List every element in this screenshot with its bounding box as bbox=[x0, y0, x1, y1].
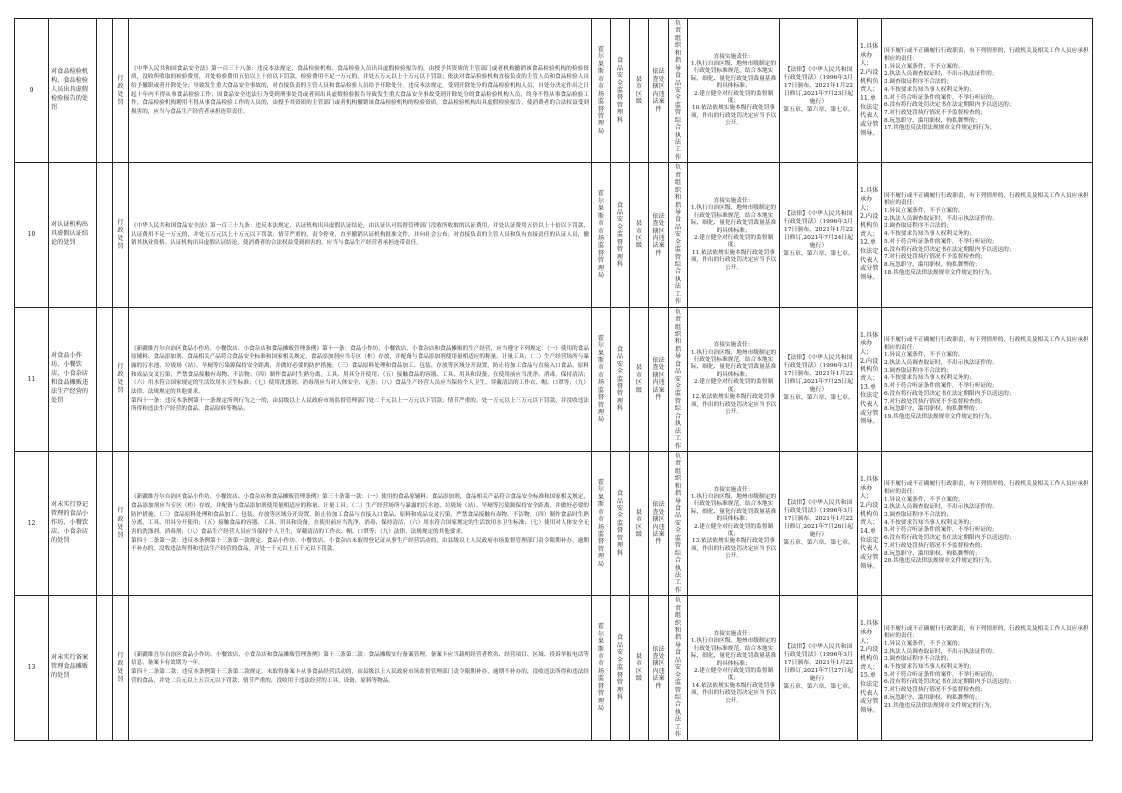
responsible-subjects: 1.具体承办人； 2.内设机构负责人； 15.单位法定代表人或分管领导。 bbox=[858, 596, 882, 740]
accountability-cases: 因不履行或不正确履行行政职责，有下列情形的，行政机关及相关工作人员应承担相应的责任： 1.异议立案条件，不予立案的； 2.执法人员调查取证时，不出示执法证件的； 3.调查取证程序不合法的； 4.不按要求告知当事人权利义务的； 5.对于符合听证条件的案件，不举行听证的； 6.没有将行政处罚决定书在法定期限内予以送达的； 7.对行政处罚执行情况不予监督检查的； 8.玩忽职守、滥用职权、徇私舞弊的； 21.其他违反法律法规规章文件规定的行为。 bbox=[882, 596, 1093, 740]
blank-cell bbox=[97, 19, 113, 163]
admin-level: 县市区级 bbox=[630, 307, 649, 451]
jurisdiction-scope: 依法查处辖区内违法案件 bbox=[649, 596, 669, 740]
responsible-department: 霍尔果斯市市场监督管理局 bbox=[592, 307, 611, 451]
item-type: 行政处罚 bbox=[113, 307, 129, 451]
accountability-cases: 因不履行或不正确履行行政职责，有下列情形的，行政机关及相关工作人员应承担相应的责任： 1.异议立案条件，不予立案的； 2.执法人员调查取证时，不出示执法证件的； 3.调查取证程序不合法的； 4.不按要求告知当事人权利义务的； 5.对于符合听证条件的案件，不举行听证的； 6.没有将行政处罚决定书在法定期限内予以送达的； 7.对行政处罚执行情况不予监督检查的； 8.玩忽职守、滥用职权、徇私舞弊的； 17.其他违反法律法规规章文件规定的行为。 bbox=[882, 19, 1093, 163]
item-name: 对认证机构出具虚假认证结论的处罚 bbox=[49, 163, 97, 307]
admin-level: 县市区级 bbox=[630, 19, 649, 163]
row-number: 12 bbox=[15, 451, 49, 595]
legal-basis: 《新疆维吾尔自治区食品小作坊、小餐饮店、小食杂店和食品摊贩管理条例》第十一条：食品小作坊、小餐饮店、小食杂店和食品摊贩的生产经营，应当遵守下列规定：（一）使用的食品原辅料、食品添加剂、食品相关产品符合食品安全标准和国家相关规定，食品添加剂应当专区（柜）存放，并配备与食品添加剂使用量相适应的称量、计量工具；（二）生产经营场所与暴露的污水池、垃圾场（站）、旱厕等污染源保持安全距离，并做好必要的防护措施；（三）食品原料处理和食品加工、包装、存放等区域分开设置，防止待加工食品与直接入口食品、原料和成品交叉污染，严禁食品接触有毒物、不洁物；（四）制作食品时生熟分离，工具、用具分开使用；（五）接触食品的容器、工具、用具和设备，在使用前应当洗净、消毒，保持清洁；（六）用水符合国家规定的生活饮用水卫生标准；（七）使用洗涤剂、消毒剂应当对人体安全、无害；（八）食品生产经营人员应当保持个人卫生，穿戴清洁的工作衣、帽、口罩等；（九）法律、法规规定的其他要求。 第四十一条：违反本条例第十一条规定所列行为之一的，由县级以上人民政府市场监督管理部门处二千元以上一万元以下罚款；情节严重的，处一万元以上三万元以下罚款，并没收违法所得和违法生产经营的食品、食品原料等物品。 bbox=[129, 307, 592, 451]
responsible-office: 食品安全监督管理科 bbox=[611, 307, 630, 451]
responsible-department: 霍尔果斯市市场监督管理局 bbox=[592, 596, 611, 740]
row-number: 9 bbox=[15, 19, 49, 163]
responsibility-items: 直接实施责任： 1.执行自治区级、地州市级制定的行政处罚标准规范，结合本地实际，细化、量化行政处罚裁量基准的具体标准； 2.建立健全对行政处罚的监督制度； 13.依法依规实施本级行政处罚事项，作出的行政处罚决定应当予以公开。 bbox=[688, 451, 780, 595]
legal-basis: 《新疆维吾尔自治区食品小作坊、小餐饮店、小食杂店和食品摊贩管理条例》第三十条第一款：（一）使用的食品原辅料、食品添加剂，食品相关产品符合食品安全标准和国家相关规定，食品添加剂应当专区（柜）存放，并配备与食品添加剂使用量相适应的称量、计量工具；（二）生产经营场所与暴露的污水池、垃圾场（站）、旱厕等污染源保持安全距离，并做好必要的防护措施；（三）食品原料处理和食品加工、包装、存放等区域分开设置，防止待加工食品与直接入口食品、原料和成品交叉污染，严禁食品接触有毒物、不洁物；（四）制作食品时生熟分离，工具、用具分开使用；（五）接触食品的容器、工具、用具和设备，在使用前应当洗净、消毒，保持清洁，（六）用水符合国家规定的生活饮用水卫生标准；（七）使用对人体安全无害的洗涤剂、消毒剂；（八）食品生产经营人员应当保持个人卫生，穿戴清洁的工作衣、帽、口罩等；（九）法律、法规规定的其他要求。 第四十二条第一款：违反本条例第十三条第一款规定，食品小作坊、小餐饮店、小食杂店未取得登记证从事生产经营活动的，由县级以上人民政府市场监督管理部门责令限期补办，逾期不补办的，没收违法所得和违法生产经营的食品，并处一千元以上五千元以下罚款。 bbox=[129, 451, 592, 595]
responsible-department: 霍尔果斯市市场监督管理局 bbox=[592, 451, 611, 595]
applicable-law: 【法律】《中华人民共和国行政处罚法》（1996年3月17日颁布，2021年1月22日修订,2021年7月23日起施行） 第五章、第六章、第七章。 bbox=[780, 19, 858, 163]
responsibility-items: 直接实施责任： 1.执行自治区级、地州市级制定的行政处罚标准规范，结合本地实际，细化、量化行政处罚裁量基准的具体标准； 2.建立健全对行政处罚的监督制度； 12.依法依规实施本级行政处罚事项，作出的行政处罚决定应当予以公开。 bbox=[688, 307, 780, 451]
responsible-subjects: 1.具体承办人； 2.内设机构负责人； 13.单位法定代表人或分管领导。 bbox=[858, 307, 882, 451]
duty-description: 负责组织和指导食品安全监管综合执法工作 bbox=[669, 163, 688, 307]
responsibility-items: 直接实施责任： 1.执行自治区级、地州市级制定的行政处罚标准规范，结合本地实际，细化、量化行政处罚裁量基准的具体标准； 2.建立健全对行政处罚的监督制度； 14.依法依规实施本级行政处罚事项，作出的行政处罚决定应当予以公开。 bbox=[688, 596, 780, 740]
blank-cell bbox=[97, 307, 113, 451]
blank-cell bbox=[97, 596, 113, 740]
item-type: 行政处罚 bbox=[113, 451, 129, 595]
jurisdiction-scope: 依法查处辖区内违法案件 bbox=[649, 451, 669, 595]
item-type: 行政处罚 bbox=[113, 19, 129, 163]
table-row bbox=[15, 307, 1093, 451]
item-name: 对未实行备案管理食品摊贩的处罚 bbox=[49, 596, 97, 740]
duty-description: 负责组织和指导食品安全监管综合执法工作 bbox=[669, 451, 688, 595]
table-row bbox=[15, 19, 1093, 163]
duty-description: 负责组织和指导食品安全监管综合执法工作 bbox=[669, 596, 688, 740]
admin-level: 县市区级 bbox=[630, 451, 649, 595]
responsible-office: 食品安全监督管理科 bbox=[611, 163, 630, 307]
jurisdiction-scope: 依法查处辖区内违法案件 bbox=[649, 163, 669, 307]
jurisdiction-scope: 依法查处辖区内违法案件 bbox=[649, 307, 669, 451]
accountability-cases: 因不履行或不正确履行行政职责，有下列情形的，行政机关及相关工作人员应承担相应的责任： 1.异议立案条件，不予立案的； 2.执法人员调查取证时，不出示执法证件的； 3.调查取证程序不合法的； 4.不按要求告知当事人权利义务的； 5.对于符合听证条件的案件，不举行听证的； 6.没有将行政处罚决定书在法定期限内予以送达的； 7.对行政处罚执行情况不予监督检查的； 8.玩忽职守、滥用职权、徇私舞弊的； 20.其他违反法律法规规章文件规定的行为。 bbox=[882, 451, 1093, 595]
row-number: 11 bbox=[15, 307, 49, 451]
applicable-law: 【法律】《中华人民共和国行政处罚法》（1996年3月17日颁布，2021年1月22日修订,2021年7月25日起施行） 第五章、第六章、第七章。 bbox=[780, 307, 858, 451]
responsibility-table bbox=[14, 18, 1093, 741]
item-name: 对食品检验机构、食品检验人员出具虚假检验报告的处罚 bbox=[49, 19, 97, 163]
responsible-office: 食品安全监督管理科 bbox=[611, 19, 630, 163]
legal-basis: 《中华人民共和国食品安全法》第一百三十八条：违反本法规定，食品检验机构、食品检验人员出具虚假检验报告的，由授予其资质的主管部门或者机构撤销该食品检验机构的检验资质，没收所收取的检验费用，并处检验费用五倍以上十倍以下罚款，检验费用不足一万元的，并处五万元以上十万元以下罚款；依法对食品检验机构直接负责的主管人员和食品检验人员给予撤职或者开除处分；导致发生重大食品安全事故的，对直接负责的主管人员和食品检验人员给予开除处分。违反本法规定，受到开除处分的食品检验机构人员，自处分决定作出之日起十年内不得从事食品检验工作；因食品安全违法行为受到刑事处罚或者因出具虚假检验报告导致发生重大食品安全事故受到开除处分的食品检验机构人员，终身不得从事食品检验工作。食品检验机构聘用不得从事食品检验工作的人员的，由授予其资质的主管部门或者机构撤销该食品检验机构的检验资质。食品检验机构出具虚假检验报告，使消费者的合法权益受到损害的，应当与食品生产经营者承担连带责任。 bbox=[129, 19, 592, 163]
responsible-office: 食品安全监督管理科 bbox=[611, 596, 630, 740]
item-type: 行政处罚 bbox=[113, 163, 129, 307]
table-body bbox=[15, 19, 1093, 741]
accountability-cases: 因不履行或不正确履行行政职责，有下列情形的，行政机关及相关工作人员应承担相应的责任： 1.异议立案条件，不予立案的； 2.执法人员调查取证时，不出示执法证件的； 3.调查取证程序不合法的； 4.不按要求告知当事人权利义务的； 5.对于符合听证条件的案件，不举行听证的； 6.没有将行政处罚决定书在法定期限内予以送达的； 7.对行政处罚执行情况不予监督检查的； 8.玩忽职守、滥用职权、徇私舞弊的； 19.其他违反法律法规规章文件规定的行为。 bbox=[882, 307, 1093, 451]
blank-cell bbox=[97, 451, 113, 595]
responsibility-items: 直接实施责任： 1.执行自治区级、地州市级制定的行政处罚标准规范，结合本地实际，细化、量化行政处罚裁量基准的具体标准； 2.建立健全对行政处罚的监督制度； 10.依法依规实施本级行政处罚事项，作出的行政处罚决定应当予以公开。 bbox=[688, 19, 780, 163]
blank-cell bbox=[97, 163, 113, 307]
responsibility-items: 直接实施责任： 1.执行自治区级、地州市级制定的行政处罚标准规范，结合本地实际，细化、量化行政处罚裁量基准的具体标准； 2.建立健全对行政处罚的监督制度； 11.依法依规实施本级行政处罚事项，作出的行政处罚决定应当予以公开。 bbox=[688, 163, 780, 307]
admin-level: 县市区级 bbox=[630, 163, 649, 307]
table-row bbox=[15, 163, 1093, 307]
responsible-office: 食品安全监督管理科 bbox=[611, 451, 630, 595]
applicable-law: 【法律】《中华人民共和国行政处罚法》（1996年3月17日颁布，2021年1月22日修订,2021年7月27日起施行） 第五章、第六章、第七章。 bbox=[780, 596, 858, 740]
duty-description: 负责组织和指导食品安全监管综合执法工作 bbox=[669, 19, 688, 163]
jurisdiction-scope: 依法查处辖区内违法案件 bbox=[649, 19, 669, 163]
legal-basis: 《中华人民共和国食品安全法》第一百三十九条：违反本法规定，认证机构出具虚假认证结论，由认证认可监督管理部门没收所收取的认证费用，并处认证费用五倍以上十倍以下罚款，认证费用不足一万元的，并处五万元以上十万元以下罚款；情节严重的，责令停业，直至撤销认证机构批准文件，并向社会公布；对直接负责的主管人员和负有直接责任的认证人员，撤销其执业资格。认证机构出具虚假认证结论，使消费者的合法权益受到损害的，应当与食品生产经营者承担连带责任。 bbox=[129, 163, 592, 307]
legal-basis: 《新疆维吾尔自治区食品小作坊、小餐饮店、小食杂店和食品摊贩管理条例》第十三条第二款：食品摊贩实行备案管理。备案卡应当载明经营者姓名、经营项目、区域、投诉举报电话等信息，备案卡有效期为一年。 第四十二条第二款：违反本条例第十三条第二款规定，未取得备案卡从事食品经营活动的，由县级以上人民政府市场监督管理部门责令限期补办，逾期不补办的，没收违法所得和违法经营的食品，并处二百元以上五百元以下罚款；情节严重的，没收用于违法经营的工具、设备、原料等物品。 bbox=[129, 596, 592, 740]
responsible-subjects: 1.具体承办人； 2.内设机构负责人； 12.单位法定代表人或分管领导。 bbox=[858, 163, 882, 307]
responsible-subjects: 1.具体承办人； 2.内设机构负责人； 11.单位法定代表人或分管领导。 bbox=[858, 19, 882, 163]
accountability-cases: 因不履行或不正确履行行政职责，有下列情形的，行政机关及相关工作人员应承担相应的责任： 1.异议立案条件，不予立案的； 2.执法人员调查取证时，不出示执法证件的； 3.调查取证程序不合法的； 4.不按要求告知当事人权利义务的； 5.对于符合听证条件的案件，不举行听证的； 6.没有将行政处罚决定书在法定期限内予以送达的； 7.对行政处罚执行情况不予监督检查的； 8.玩忽职守、滥用职权、徇私舞弊的； 18.其他违反法律法规规章文件规定的行为。 bbox=[882, 163, 1093, 307]
responsible-department: 霍尔果斯市市场监督管理局 bbox=[592, 19, 611, 163]
row-number: 10 bbox=[15, 163, 49, 307]
table-row bbox=[15, 596, 1093, 740]
responsible-department: 霍尔果斯市市场监督管理局 bbox=[592, 163, 611, 307]
responsible-subjects: 1.具体承办人； 2.内设机构负责人； 14.单位法定代表人或分管领导。 bbox=[858, 451, 882, 595]
item-name: 对未实行登记管理的食品小作坊、小餐饮店、小食杂店的处罚 bbox=[49, 451, 97, 595]
table-row bbox=[15, 451, 1093, 595]
applicable-law: 【法律】《中华人民共和国行政处罚法》（1996年3月17日颁布，2021年1月22日修订,2021年7月26日起施行） 第五章、第六章、第七章。 bbox=[780, 451, 858, 595]
applicable-law: 【法律】《中华人民共和国行政处罚法》（1996年3月17日颁布，2021年1月22日修订,2021年7月24日起施行） 第五章、第六章、第七章。 bbox=[780, 163, 858, 307]
admin-level: 县市区级 bbox=[630, 596, 649, 740]
item-name: 对食品小作坊、小餐饮店、小食杂店和食品摊贩违法生产经营的处罚 bbox=[49, 307, 97, 451]
duty-description: 负责组织和指导食品安全监管综合执法工作 bbox=[669, 307, 688, 451]
row-number: 13 bbox=[15, 596, 49, 740]
item-type: 行政处罚 bbox=[113, 596, 129, 740]
